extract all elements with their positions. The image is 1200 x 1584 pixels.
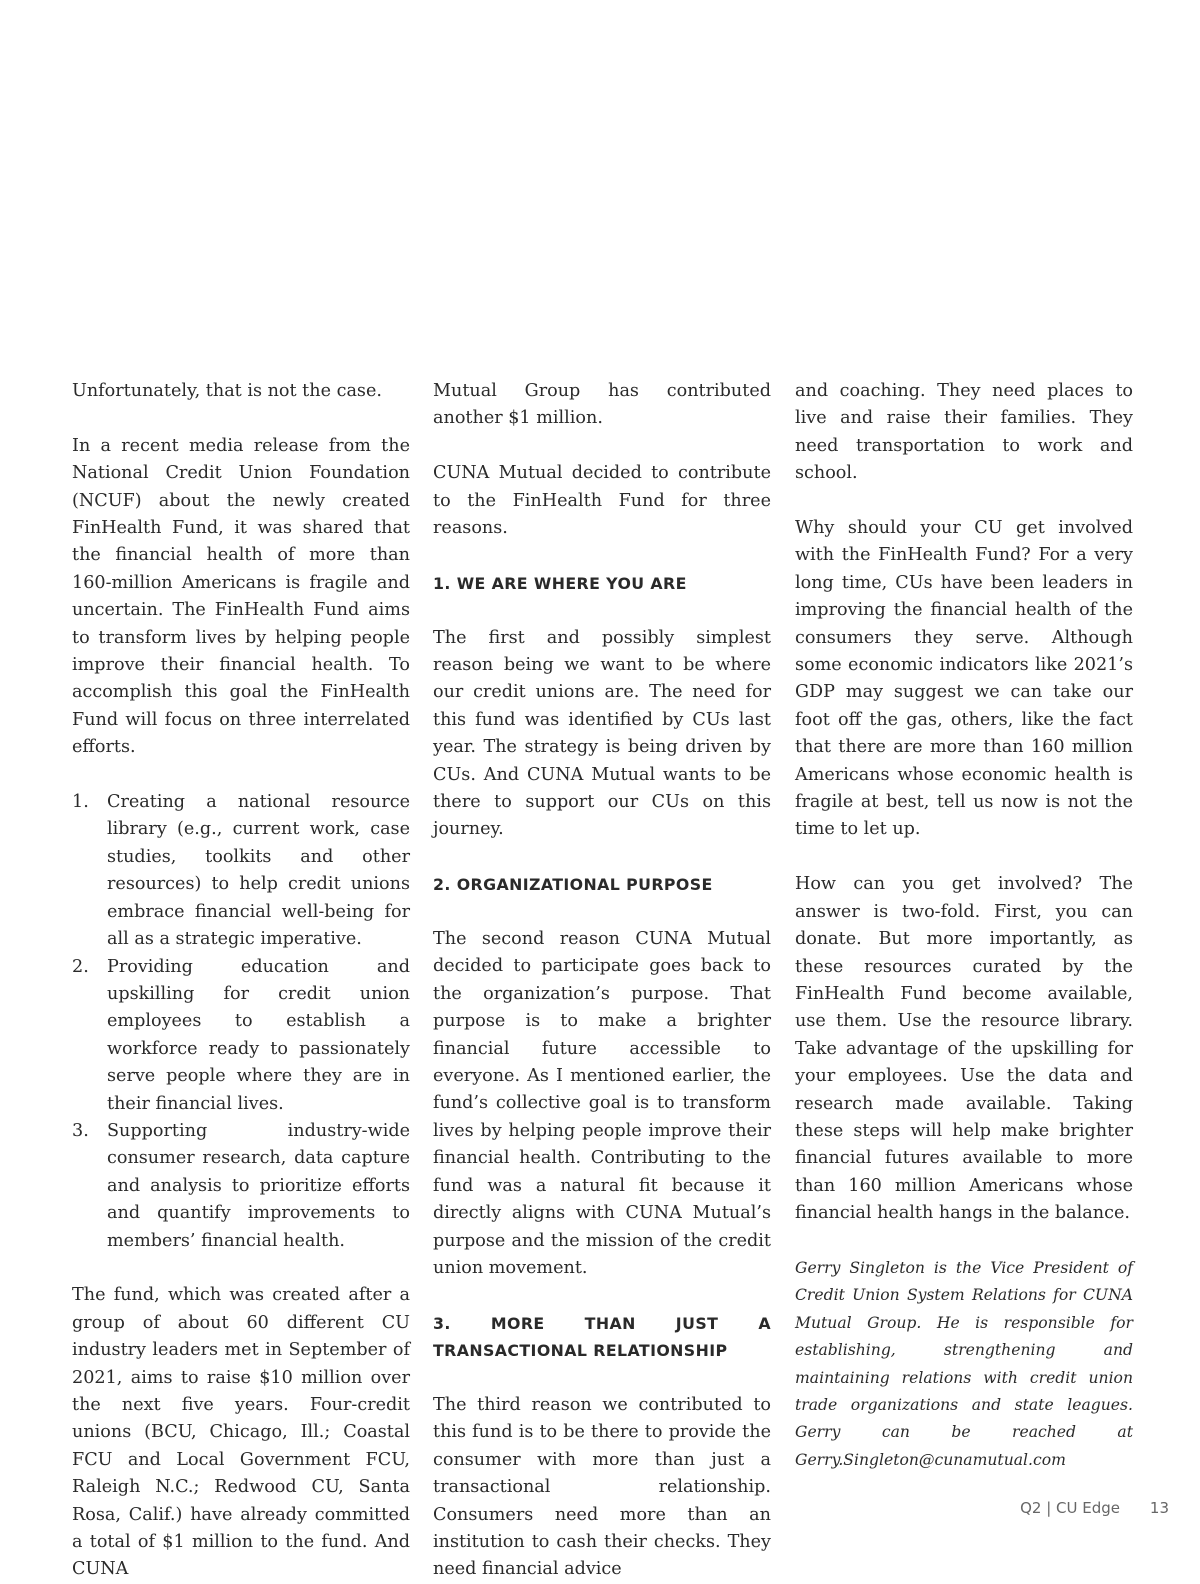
- body-paragraph: In a recent media release from the National Credit Union Foundation (NCUF) about the newly created FinHealth Fund, it was shared that the financial health of more than 160-million Americans is fragile and uncertain. The FinHealth Fund aims to transform lives by helping people improve their financial health. To accomplish this goal the FinHealth Fund will focus on three interrelated efforts.: [72, 435, 410, 758]
- author-bio: Gerry Singleton is the Vice President of Credit Union System Relations for CUNA Mutual Group. He is responsible for establishing, strengthening and maintaining relations with credit union trade organizations and state leagues. Gerry can be reached at Gerry.Singleton@cunamutual.com: [795, 1258, 1133, 1469]
- efforts-list: [72, 789, 410, 1255]
- body-paragraph: Unfortunately, that is not the case.: [72, 381, 382, 401]
- list-item: [72, 1118, 410, 1255]
- section-heading-1: 1. WE ARE WHERE YOU ARE: [433, 573, 687, 593]
- article-column-3: [795, 378, 1133, 1474]
- section-heading-3: 3. MORE THAN JUST A TRANSACTIONAL RELATIONSHIP: [433, 1313, 771, 1361]
- section-heading-2: 2. ORGANIZATIONAL PURPOSE: [433, 875, 713, 895]
- list-number: 2.: [72, 956, 89, 977]
- list-number: 1.: [72, 792, 89, 813]
- body-paragraph: The first and possibly simplest reason being we want to be where our credit unions are. The need for this fund was identified by CUs last year. The strategy is being driven by CUs. And CUNA Mutual wants to be there to support our CUs on this journey.: [433, 627, 771, 840]
- page-number: 13: [1149, 1499, 1169, 1517]
- body-paragraph: How can you get involved? The answer is two-fold. First, you can donate. But more importantly, as these resources curated by the FinHealth Fund become available, use them. Use the resource library. Take advantage of the upskilling for your employees. Use the data and research made available. Taking these steps will help make brighter financial futures available to more than 160 million Americans whose financial health hangs in the balance.: [795, 874, 1133, 1224]
- list-item-text: Supporting industry-wide consumer research, data capture and analysis to prioritize efforts and quantify improvements to members’ financial health.: [107, 1120, 410, 1251]
- list-item: [72, 954, 410, 1118]
- body-paragraph: Why should your CU get involved with the FinHealth Fund? For a very long time, CUs have been leaders in improving the financial health of the consumers they serve. Although some economic indicators like 2021’s GDP may suggest we can take our foot off the gas, others, like the fact that there are more than 160 million Americans whose economic health is fragile at best, tell us now is not the time to let up.: [795, 518, 1133, 840]
- page-footer: [0, 1499, 1200, 1523]
- list-item-text: Providing education and upskilling for credit union employees to establish a workforce ready to passionately serve people where they are in their financial lives.: [107, 956, 410, 1114]
- list-item-text: Creating a national resource library (e.g., current work, case studies, toolkits and other resources) to help credit unions embrace financial well-being for all as a strategic imperative.: [107, 792, 410, 950]
- body-paragraph: The second reason CUNA Mutual decided to participate goes back to the organization’s purpose. That purpose is to make a brighter financial future accessible to everyone. As I mentioned earlier, the fund’s collective goal is to transform lives by helping people improve their financial health. Contributing to the fund was a natural fit because it directly aligns with CUNA Mutual’s purpose and the mission of the credit union movement.: [433, 929, 771, 1278]
- magazine-title: Q2 | CU Edge: [1020, 1499, 1120, 1517]
- body-paragraph: Mutual Group has contributed another $1 million.: [433, 381, 771, 429]
- body-paragraph: The third reason we contributed to this fund is to be there to provide the consumer with more than just a transactional relationship. Consumers need more than an institution to cash their checks. They need financial advice: [433, 1394, 771, 1580]
- body-paragraph: CUNA Mutual decided to contribute to the FinHealth Fund for three reasons.: [433, 463, 771, 539]
- body-paragraph: and coaching. They need places to live and raise their families. They need transportation to work and school.: [795, 381, 1133, 484]
- list-number: 3.: [72, 1120, 89, 1141]
- article-column-1: [72, 378, 410, 1584]
- article-column-2: [433, 378, 771, 1584]
- list-item: [72, 789, 410, 953]
- body-paragraph: The fund, which was created after a group of about 60 different CU industry leaders met in September of 2021, aims to raise $10 million over the next five years. Four-credit unions (BCU, Chicago, Ill.; Coastal FCU and Local Government FCU, Raleigh N.C.; Redwood CU, Santa Rosa, Calif.) have already committed a total of $1 million to the fund. And CUNA: [72, 1285, 410, 1580]
